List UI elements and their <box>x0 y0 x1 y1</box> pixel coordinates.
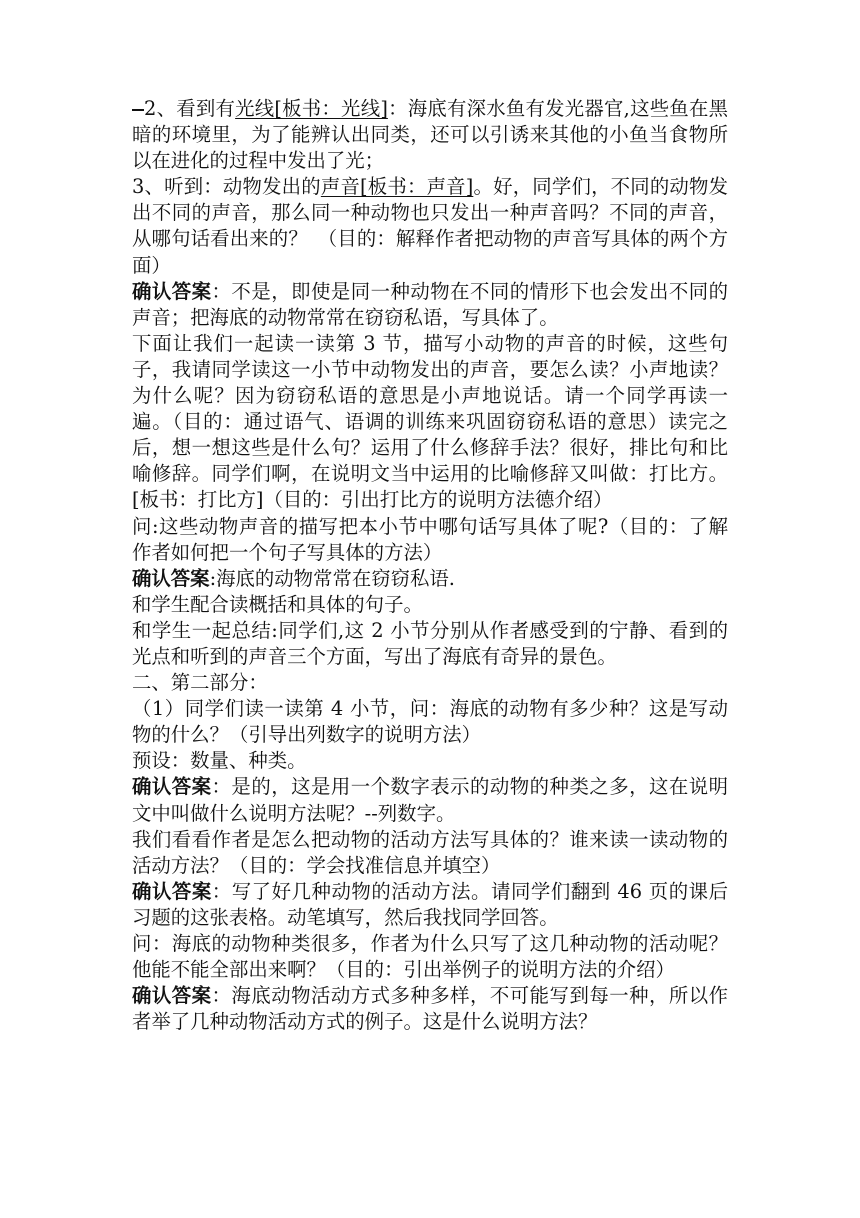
board-note: 光线[板书：光线] <box>235 97 388 120</box>
answer-label: 确认答案 <box>132 984 212 1008</box>
paragraph <box>132 879 728 931</box>
paragraph <box>132 931 728 983</box>
paragraph <box>132 983 728 1035</box>
answer-label: 确认答案 <box>132 279 212 303</box>
paragraph-text: 。好，同学们，不同的动物发出不同的声音，那么同一种动物也只发出一种声音吗？不同的声音，从哪句话看出来的？ （目的：解释作者把动物的声音写具体的两个方面） <box>132 175 729 277</box>
paragraph-text: ：不是，即使是同一种动物在不同的情形下也会发出不同的声音；把海底的动物常常在窃窃私语，写具体了。 <box>132 279 729 329</box>
paragraph-text: 问：海底的动物种类很多，作者为什么只写了这几种动物的活动呢？他能不能全部出来啊？（目的：引出举例子的说明方法的介绍） <box>132 932 728 982</box>
paragraph-text: 2、看到有 <box>144 97 236 120</box>
paragraph-text: 我们看看作者是怎么把动物的活动方法写具体的？谁来读一读动物的活动方法？（目的：学会找准信息并填空） <box>132 827 728 877</box>
paragraph <box>132 592 728 618</box>
paragraph-text: ：海底有深水鱼有发光器官,这些鱼在黑暗的环境里，为了能辨认出同类，还可以引诱来其他的小鱼当食物所以在进化的过程中发出了光； <box>132 97 728 173</box>
list-marker-dash <box>132 109 144 111</box>
paragraph <box>132 514 728 566</box>
paragraph-text: ：是的，这是用一个数字表示的动物的种类之多，这在说明文中叫做什么说明方法呢？--列数字。 <box>132 775 729 825</box>
paragraph <box>132 279 728 331</box>
board-note: 声音[板书：声音] <box>320 175 474 199</box>
paragraph-text: 和学生配合读概括和具体的句子。 <box>132 592 423 616</box>
paragraph-text: 下面让我们一起读一读第 3 节，描写小动物的声音的时候，这些句子，我请同学读这一小节中动物发出的声音，要怎么读？小声地读？为什么呢？因为窃窃私语的意思是小声地说话。请一个同学再读一遍。（目的：通过语气、语调的训练来巩固窃窃私语的意思）读完之后，想一想这些是什么句？运用了什么修辞手法？很好，排比句和比喻修辞。同学们啊，在说明文当中运用的比喻修辞又叫做：打比方。[板书：打比方]（目的：引出打比方的说明方法德介绍） <box>132 331 728 512</box>
answer-label: 确认答案 <box>132 879 212 903</box>
document-body <box>132 96 728 1035</box>
paragraph-text: 和学生一起总结:同学们,这 2 小节分别从作者感受到的宁静、看到的光点和听到的声音三个方面，写出了海底有奇异的景色。 <box>132 618 728 668</box>
paragraph-text: 二、第二部分： <box>132 671 268 695</box>
paragraph <box>132 96 728 174</box>
paragraph-text: （1）同学们读一读第 4 小节，问：海底的动物有多少种？这是写动物的什么？（引导出列数字的说明方法） <box>132 697 728 747</box>
answer-label: 确认答案 <box>132 775 212 799</box>
paragraph-text: ：海底动物活动方式多种多样，不可能写到每一种，所以作者举了几种动物活动方式的例子。这是什么说明方法？ <box>132 984 729 1034</box>
answer-label: 确认答案 <box>132 566 210 590</box>
paragraph <box>132 670 728 696</box>
paragraph-text: :海底的动物常常在窃窃私语. <box>209 566 455 590</box>
paragraph-text: 预设：数量、种类。 <box>132 749 307 773</box>
paragraph <box>132 748 728 774</box>
paragraph <box>132 566 728 592</box>
paragraph <box>132 827 728 879</box>
paragraph <box>132 174 728 278</box>
paragraph <box>132 696 728 748</box>
paragraph <box>132 774 728 826</box>
paragraph-text: 3、听到：动物发出的 <box>132 175 321 199</box>
paragraph-text: 问:这些动物声音的描写把本小节中哪句话写具体了呢?（目的：了解作者如何把一个句子写具体的方法） <box>132 514 728 564</box>
paragraph-text: ：写了好几种动物的活动方法。请同学们翻到 46 页的课后习题的这张表格。动笔填写，然后我找同学回答。 <box>132 879 728 929</box>
paragraph <box>132 331 728 514</box>
paragraph <box>132 618 728 670</box>
